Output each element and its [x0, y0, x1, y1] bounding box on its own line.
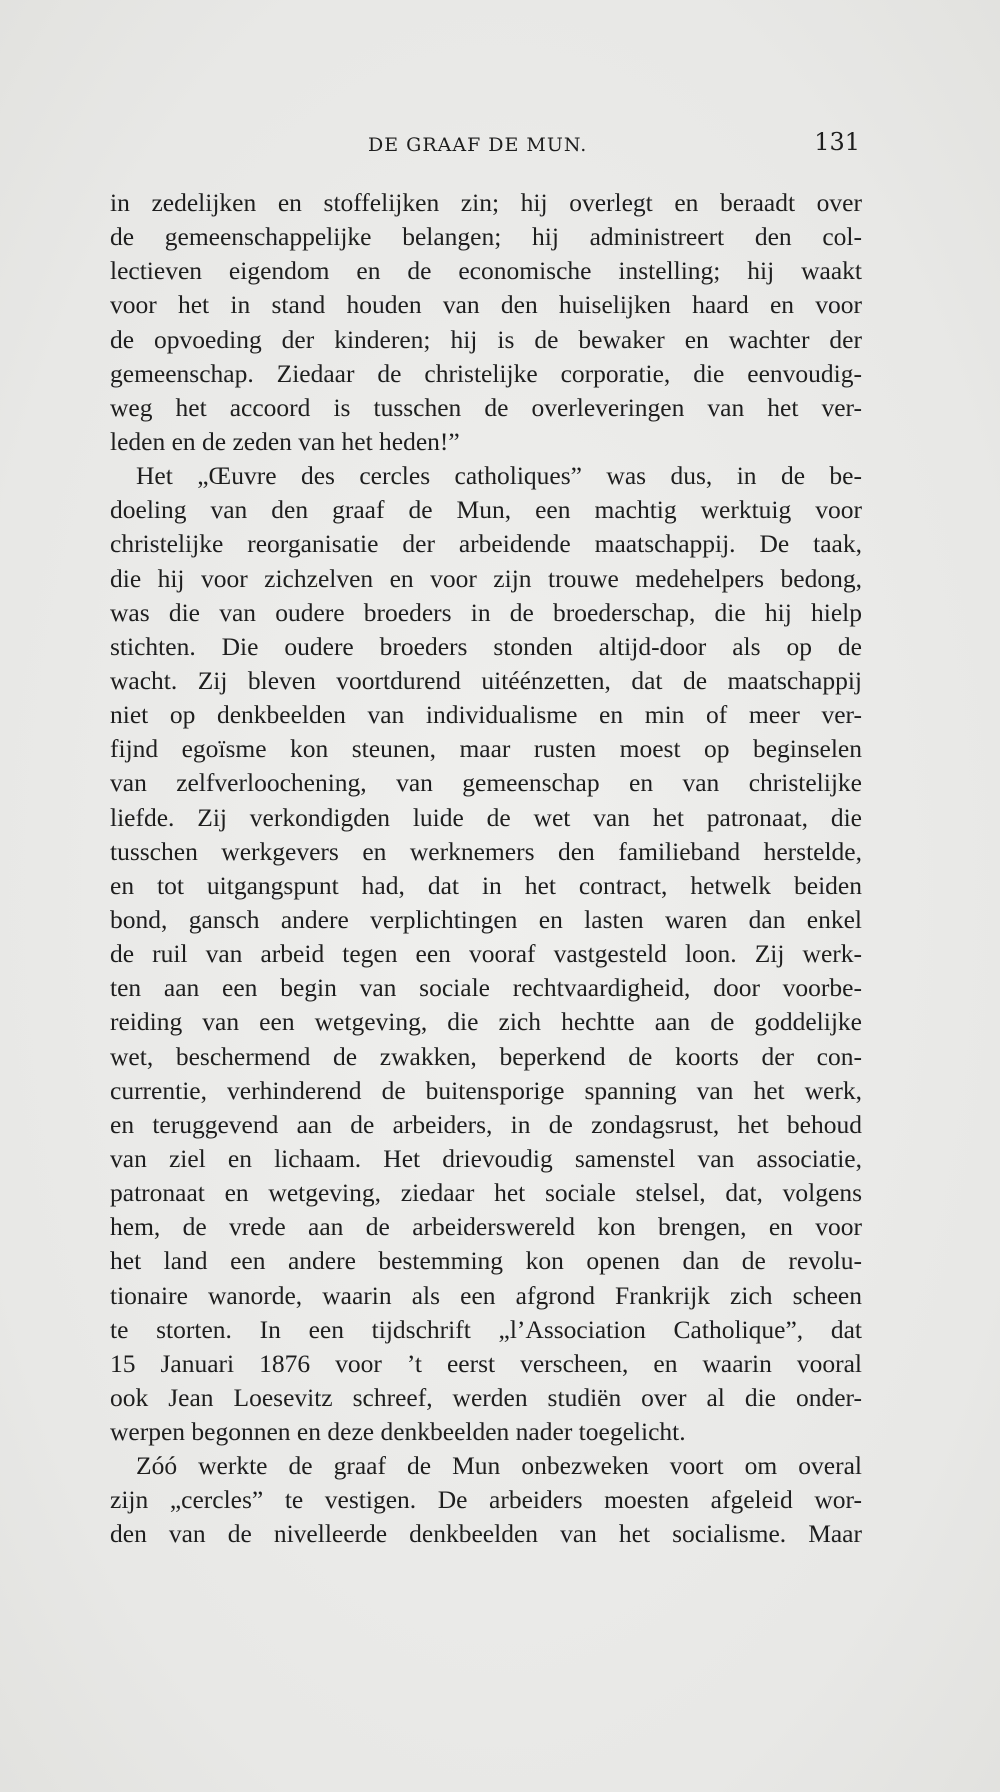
text-line: currentie, verhinderend de buitensporige spanning van het werk,	[110, 1075, 862, 1105]
text-line: Het „Œuvre des cercles catholiques” was dus, in de be-	[136, 461, 862, 491]
body-text	[110, 186, 862, 1552]
text-line: en teruggevend aan de arbeiders, in de zondagsrust, het behoud	[110, 1109, 862, 1139]
page-header	[110, 128, 860, 164]
text-line: christelijke reorganisatie der arbeidende maatschappij. De taak,	[110, 529, 862, 559]
page-number: 131	[814, 128, 860, 156]
text-line: werpen begonnen en deze denkbeelden nader toegelicht.	[110, 1417, 686, 1447]
text-line: 15 Januari 1876 voor ’t eerst verscheen, en waarin vooral	[110, 1348, 862, 1378]
text-line: in zedelijken en stoffelijken zin; hij overlegt en beraadt over	[110, 188, 862, 217]
text-line: leden en de zeden van het heden!”	[110, 426, 460, 456]
text-line: van ziel en lichaam. Het drievoudig samenstel van associatie,	[110, 1143, 862, 1173]
text-line: Zóó werkte de graaf de Mun onbezweken voort om overal	[136, 1451, 862, 1481]
text-line: gemeenschap. Ziedaar de christelijke corporatie, die eenvoudig-	[110, 358, 862, 388]
text-line: fijnd egoïsme kon steunen, maar rusten moest op beginselen	[110, 734, 862, 764]
text-line: tionaire wanorde, waarin als een afgrond Frankrijk zich scheen	[110, 1280, 862, 1310]
text-line: niet op denkbeelden van individualisme en min of meer ver-	[110, 700, 862, 730]
text-line: en tot uitgangspunt had, dat in het contract, hetwelk beiden	[110, 870, 862, 900]
running-title: DE GRAAF DE MUN.	[368, 134, 588, 156]
text-line: reiding van een wetgeving, die zich hechtte aan de goddelijke	[110, 1007, 862, 1037]
text-line: de gemeenschappelijke belangen; hij administreert den col-	[110, 222, 862, 252]
text-line: den van de nivelleerde denkbeelden van het socialisme. Maar	[110, 1519, 862, 1549]
text-line: lectieven eigendom en de economische instelling; hij waakt	[110, 256, 862, 286]
text-line: was die van oudere broeders in de broederschap, die hij hielp	[110, 597, 862, 627]
text-line: wacht. Zij bleven voortdurend uitéénzetten, dat de maatschappij	[110, 665, 862, 695]
text-line: liefde. Zij verkondigden luide de wet van het patronaat, die	[110, 802, 862, 832]
text-line: te storten. In een tijdschrift „l’Association Catholique”, dat	[110, 1314, 862, 1344]
text-line: zijn „cercles” te vestigen. De arbeiders moesten afgeleid wor-	[110, 1485, 862, 1515]
text-line: hem, de vrede aan de arbeiderswereld kon brengen, en voor	[110, 1212, 862, 1242]
text-line: patronaat en wetgeving, ziedaar het sociale stelsel, dat, volgens	[110, 1178, 862, 1208]
text-line: die hij voor zichzelven en voor zijn trouwe medehelpers bedong,	[110, 563, 862, 593]
text-line: de ruil van arbeid tegen een vooraf vastgesteld loon. Zij werk-	[110, 939, 862, 969]
text-line: ook Jean Loesevitz schreef, werden studiën over al die onder-	[110, 1382, 862, 1412]
text-line: tusschen werkgevers en werknemers den familieband herstelde,	[110, 836, 862, 866]
text-line: voor het in stand houden van den huiselijken haard en voor	[110, 290, 862, 320]
text-line: stichten. Die oudere broeders stonden altijd-door als op de	[110, 631, 862, 661]
text-line: het land een andere bestemming kon openen dan de revolu-	[110, 1246, 862, 1276]
text-line: van zelfverloochening, van gemeenschap en van christelijke	[110, 768, 862, 798]
text-line: doeling van den graaf de Mun, een machtig werktuig voor	[110, 495, 862, 525]
text-line: weg het accoord is tusschen de overleveringen van het ver-	[110, 392, 862, 422]
text-line: wet, beschermend de zwakken, beperkend de koorts der con-	[110, 1041, 862, 1071]
text-line: ten aan een begin van sociale rechtvaardigheid, door voorbe-	[110, 973, 862, 1003]
text-line: bond, gansch andere verplichtingen en lasten waren dan enkel	[110, 904, 862, 934]
text-line: de opvoeding der kinderen; hij is de bewaker en wachter der	[110, 324, 862, 354]
